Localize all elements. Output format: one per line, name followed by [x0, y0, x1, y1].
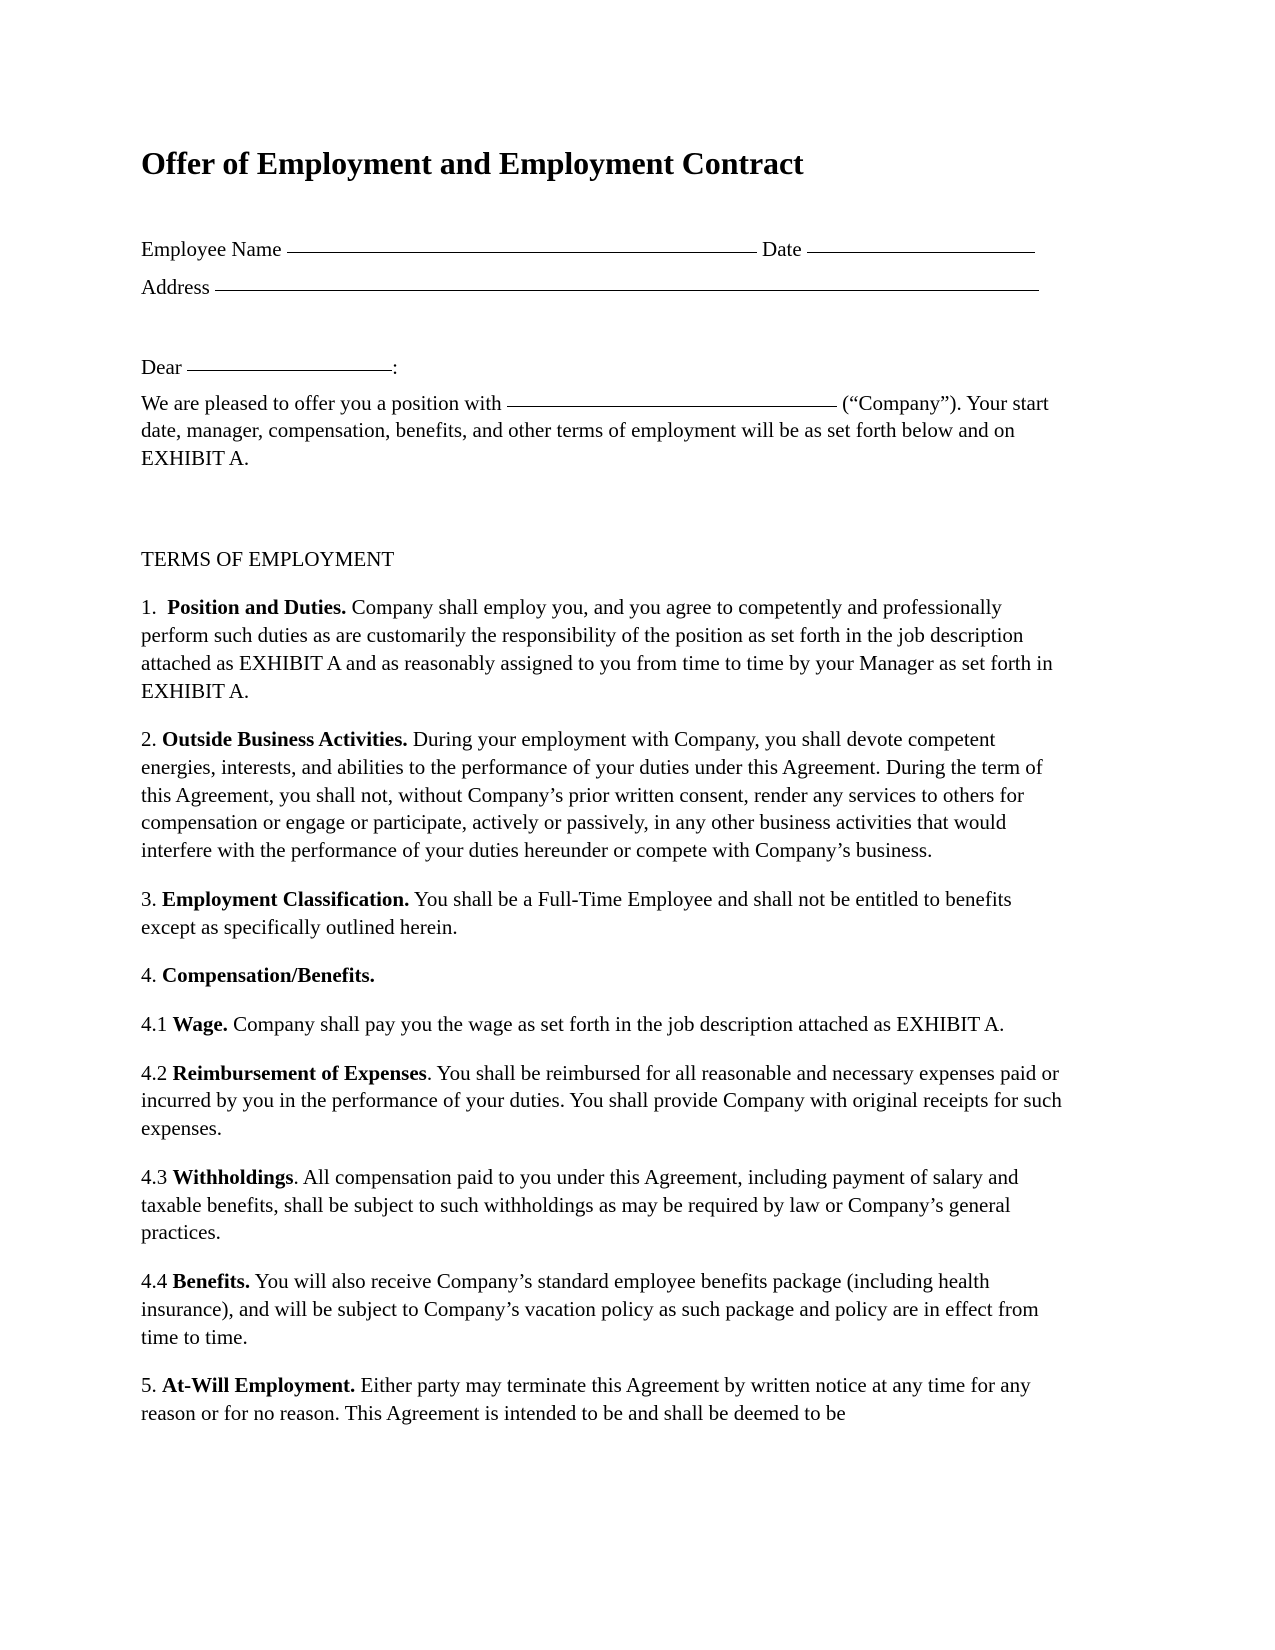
section-4-2-heading: Reimbursement of Expenses — [172, 1060, 427, 1085]
document-content — [141, 146, 1066, 1428]
section-4-3 — [141, 1164, 1066, 1247]
section-2-heading: Outside Business Activities. — [162, 727, 408, 752]
terms-of-employment-heading: TERMS OF EMPLOYMENT — [141, 546, 395, 571]
address-row — [141, 272, 1066, 304]
section-1-number: 1. — [141, 595, 157, 620]
section-2-body: During your employment with Company, you shall devote competent energies, interests, and abilities to the performance of your duties under this Agreement. During the term of this Agreement, you shall not, without Company’s prior written consent, render any services to others for compensation or engage or participate, actively or passively, in any other business activities that would interfere with the performance of your duties hereunder or compete with Company’s business. — [141, 727, 1043, 863]
section-1 — [141, 594, 1066, 705]
intro-after-blank: (“Company”). — [842, 390, 962, 415]
section-4-4-number: 4.4 — [141, 1269, 168, 1294]
intro-rest: Your start date, manager, compensation, benefits, and other terms of employment will be as set forth below and on EXHIBIT A. — [141, 390, 1049, 470]
salutation-input[interactable] — [187, 370, 392, 371]
section-5 — [141, 1372, 1066, 1427]
intro-before-blank: We are pleased to offer you a position with — [141, 390, 502, 415]
section-4-1 — [141, 1011, 1066, 1039]
section-4-3-number: 4.3 — [141, 1164, 168, 1189]
section-4-1-body: Company shall pay you the wage as set forth in the job description attached as EXHIBIT A. — [233, 1012, 1005, 1037]
company-name-input[interactable] — [507, 406, 837, 407]
employee-name-date-row — [141, 234, 1066, 266]
section-4-2 — [141, 1060, 1066, 1143]
section-4-3-body: . All compensation paid to you under this Agreement, including payment of salary and taxable benefits, shall be subject to such withholdings as may be required by law or Company’s general practices. — [141, 1164, 1019, 1245]
address-input[interactable] — [215, 290, 1039, 291]
employee-name-input[interactable] — [287, 252, 757, 253]
section-5-body: Either party may terminate this Agreement by written notice at any time for any reason or for no reason. This Agreement is intended to be and shall be deemed to be — [141, 1373, 1031, 1425]
section-4-2-body: . You shall be reimbursed for all reasonable and necessary expenses paid or incurred by you in the performance of your duties. You shall provide Company with original receipts for such expenses. — [141, 1060, 1062, 1141]
section-4-heading: Compensation/Benefits. — [162, 963, 375, 988]
section-2-number: 2. — [141, 727, 157, 752]
section-4-1-number: 4.1 — [141, 1012, 168, 1037]
section-4 — [141, 962, 1066, 990]
salutation-row — [141, 352, 1066, 384]
section-2 — [141, 726, 1066, 865]
section-1-heading: Position and Duties. — [167, 595, 347, 620]
spacer-before-terms — [141, 494, 1066, 546]
section-3-heading: Employment Classification. — [162, 886, 410, 911]
salutation-label: Dear — [141, 354, 182, 379]
address-label: Address — [141, 274, 210, 299]
date-input[interactable] — [807, 252, 1035, 253]
spacer-before-salutation — [141, 304, 1066, 352]
section-4-2-number: 4.2 — [141, 1060, 168, 1085]
date-label: Date — [762, 236, 802, 261]
intro-paragraph — [141, 390, 1066, 473]
section-1-body: Company shall employ you, and you agree to competently and professionally perform such duties as are customarily the responsibility of the position as set forth in the job description attached as EXHIBIT A and as reasonably assigned to you from time to time by your Manager as set forth in EXHIBIT A. — [141, 595, 1053, 703]
section-4-4-body: You will also receive Company’s standard employee benefits package (including health insurance), and will be subject to Company’s vacation policy as such package and policy are in effect from time to time. — [141, 1269, 1039, 1349]
section-3-number: 3. — [141, 886, 157, 911]
section-3 — [141, 886, 1066, 941]
page-title: Offer of Employment and Employment Contract — [141, 145, 804, 181]
salutation-colon: : — [392, 354, 398, 379]
section-4-3-heading: Withholdings — [172, 1164, 294, 1189]
section-4-4-heading: Benefits. — [172, 1269, 251, 1294]
section-4-1-heading: Wage. — [172, 1012, 228, 1037]
employee-name-label: Employee Name — [141, 236, 282, 261]
section-5-number: 5. — [141, 1373, 157, 1398]
section-5-heading: At-Will Employment. — [162, 1373, 356, 1398]
section-4-number: 4. — [141, 963, 157, 988]
section-4-4 — [141, 1268, 1066, 1351]
section-3-body: You shall be a Full-Time Employee and shall not be entitled to benefits except as specifically outlined herein. — [141, 886, 1012, 939]
